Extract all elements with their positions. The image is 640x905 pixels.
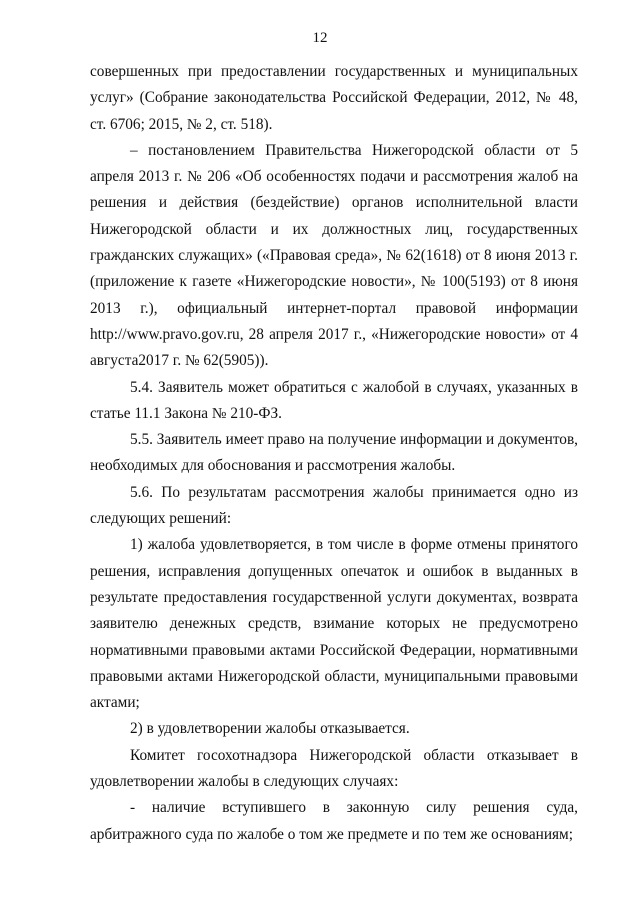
paragraph-citation-end: совершенных при предоставлении государственных и муниципальных услуг» (Собрание законодательства Российской Федерации, 2012, № 48, ст. 6706; 2015, № 2, ст. 518). — [90, 63, 578, 133]
document-body — [90, 59, 578, 848]
list-item-decision-2: 2) в удовлетворении жалобы отказывается. — [130, 720, 410, 738]
page-number: 12 — [312, 30, 328, 46]
list-item-decision-1: 1) жалоба удовлетворяется, в том числе в форме отмены принятого решения, исправления допущенных опечаток и ошибок в выданных в результате предоставления государственной услуги документах, возврата заявителю денежных средств, взимание которых не предусмотрено нормативными правовыми актами Российской Федерации, нормативными правовыми актами Нижегородской области, муниципальными правовыми актами; — [90, 536, 578, 712]
paragraph-5-4: 5.4. Заявитель может обратиться с жалобой в случаях, указанных в статье 11.1 Закона № 210-ФЗ. — [90, 378, 578, 422]
list-item-refusal-1: - наличие вступившего в законную силу решения суда, арбитражного суда по жалобе о том же предмете и по тем же основаниям; — [90, 799, 578, 843]
paragraph-refusal-cases: Комитет госохотнадзора Нижегородской области отказывает в удовлетворении жалобы в следующих случаях: — [90, 746, 578, 791]
paragraph-5-6: 5.6. По результатам рассмотрения жалобы принимается одно из следующих решений: — [90, 483, 578, 528]
paragraph-5-5: 5.5. Заявитель имеет право на получение информации и документов, необходимых для обоснования и рассмотрения жалобы. — [90, 431, 578, 475]
paragraph-resolution-206: – постановлением Правительства Нижегородской области от 5 апреля 2013 г. № 206 «Об особенностях подачи и рассмотрения жалоб на решения и действия (бездействие) органов исполнительной власти Нижегородской области и их должностных лиц, государственных гражданских служащих» («Правовая среда», № 62(1618) от 8 июня 2013 г. (приложение к газете «Нижегородские новости», № 100(5193) от 8 июня 2013 г.), официальный интернет-портал правовой информации http://www.pravo.gov.ru, 28 апреля 2017 г., «Нижегородские новости» от 4 августа2017 г. № 62(5905)). — [90, 141, 578, 370]
